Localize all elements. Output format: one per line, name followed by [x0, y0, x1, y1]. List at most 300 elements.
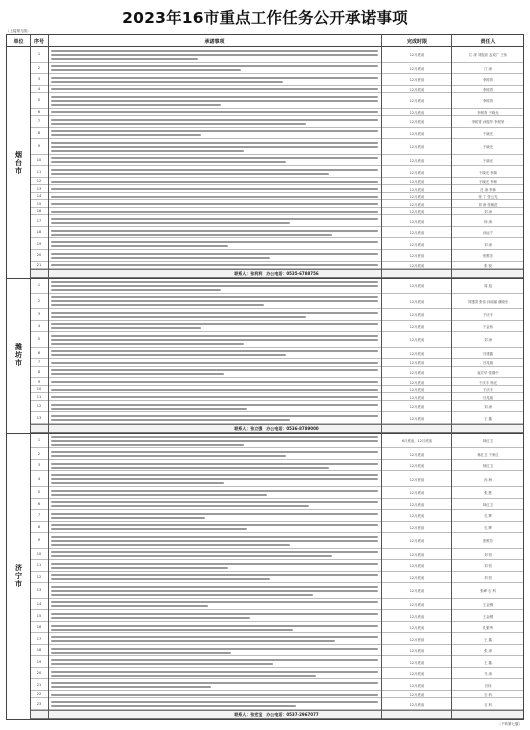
responsible-cell: 王 鑫	[484, 660, 492, 665]
table-row	[30, 93, 523, 109]
column-divider	[451, 35, 452, 719]
text-line	[51, 169, 378, 171]
text-line	[51, 490, 378, 492]
deadline-cell: 12月底前	[409, 263, 425, 268]
deadline-cell: 12月底前	[409, 637, 425, 642]
text-line	[51, 65, 378, 67]
table-row	[30, 250, 523, 262]
table-row	[30, 401, 523, 413]
text-line	[51, 253, 378, 255]
text-line	[51, 524, 378, 526]
header-unit: 单位	[13, 39, 24, 45]
text-line	[51, 312, 378, 314]
deadline-cell: 12月底前	[409, 158, 425, 163]
table-row	[30, 572, 523, 584]
commitment-text	[51, 522, 378, 530]
commitment-text	[51, 321, 378, 329]
row-number: 3	[37, 312, 41, 317]
table-row	[30, 74, 523, 86]
text-line	[51, 528, 247, 530]
responsible-cell: 李树青 于晓光	[477, 110, 499, 115]
text-line	[51, 296, 378, 298]
text-line	[51, 142, 378, 144]
commitment-text	[51, 669, 378, 677]
text-line	[51, 134, 201, 136]
table-row	[30, 332, 523, 348]
responsible-cell: 林红卫	[482, 439, 494, 444]
row-number: 19	[36, 241, 42, 246]
text-line	[51, 505, 309, 507]
row-number: 1	[37, 283, 41, 288]
text-line	[51, 455, 286, 457]
deadline-cell: 12月底前	[409, 242, 425, 247]
text-line	[51, 350, 378, 352]
deadline-cell: 12月底前	[409, 284, 425, 289]
table-row	[30, 348, 523, 360]
responsible-cell: 刘 涛	[484, 210, 492, 215]
responsible-cell: 张 胜	[484, 491, 492, 496]
text-line	[51, 701, 378, 703]
table-row	[30, 309, 523, 321]
row-number: 9	[37, 379, 41, 384]
text-line	[51, 613, 378, 615]
row-number: 15	[36, 201, 42, 206]
text-line	[51, 396, 378, 398]
table-row	[30, 200, 523, 208]
table-row	[30, 668, 523, 680]
text-line	[51, 54, 378, 56]
commitment-text	[51, 634, 378, 642]
commitment-text	[51, 394, 378, 398]
text-line	[51, 343, 244, 345]
deadline-cell: 12月底前	[409, 672, 425, 677]
row-number: 20	[36, 671, 42, 676]
text-line	[51, 234, 332, 236]
responsible-cell: 吕建鑫	[482, 351, 494, 356]
text-line	[51, 354, 286, 356]
text-line	[51, 451, 378, 453]
row-number: 4	[37, 476, 41, 481]
commitment-text	[51, 251, 378, 259]
commitment-text	[51, 109, 378, 113]
responsible-cell: 于晓光	[482, 131, 494, 136]
row-number: 20	[36, 253, 42, 258]
responsible-cell: 李树青	[482, 87, 494, 92]
row-number: 6	[37, 350, 41, 355]
row-number: 3	[37, 463, 41, 468]
deadline-cell: 12月底前	[409, 464, 425, 469]
table-row	[30, 433, 523, 449]
responsible-cell: 孔繁秀	[482, 626, 494, 631]
commitment-text	[51, 472, 378, 484]
deadline-cell: 12月底前	[409, 338, 425, 343]
text-line	[51, 629, 293, 631]
deadline-cell: 12月底前	[409, 187, 425, 192]
responsible-cell: 张 锐	[484, 263, 492, 268]
row-number: 7	[37, 360, 41, 365]
text-line	[51, 373, 224, 375]
deadline-cell: 12月底前	[409, 131, 425, 136]
commitment-text	[51, 367, 378, 375]
responsible-cell: 刘 涛	[484, 338, 492, 343]
responsible-cell: 李树青	[482, 78, 494, 83]
text-line	[51, 111, 378, 113]
text-line	[51, 544, 290, 546]
text-line	[51, 513, 378, 515]
text-line	[51, 369, 378, 371]
commitment-text	[51, 646, 378, 654]
commitment-text	[51, 488, 378, 496]
text-line	[51, 58, 198, 60]
text-line	[51, 625, 378, 627]
table-row	[30, 583, 523, 599]
text-line	[51, 601, 378, 603]
text-line	[51, 675, 316, 677]
text-line	[51, 196, 378, 198]
row-number: 21	[36, 262, 42, 267]
text-line	[51, 161, 286, 163]
deadline-cell: 12月底前	[409, 110, 425, 115]
responsible-cell: 吕兆朋	[482, 361, 494, 366]
text-line	[51, 594, 313, 596]
header-number: 序号	[33, 39, 44, 45]
table-row	[30, 128, 523, 140]
row-number: 5	[37, 98, 41, 103]
deadline-cell: 12月底前	[409, 693, 425, 698]
deadline-cell: 12月底前	[409, 231, 425, 236]
responsible-cell: 刘 恒	[484, 564, 492, 569]
responsible-cell: 李树青	[482, 99, 494, 104]
deadline-cell: 12月底前	[409, 254, 425, 259]
header-responsible: 责任人	[480, 39, 496, 45]
deadline-cell: 12月底前	[409, 78, 425, 83]
row-number: 14	[36, 194, 42, 199]
text-line	[51, 474, 378, 476]
text-line	[51, 100, 378, 102]
text-line	[51, 77, 378, 79]
commitment-text	[51, 511, 378, 519]
row-number: 4	[37, 323, 41, 328]
text-line	[51, 211, 378, 213]
text-line	[51, 436, 378, 438]
deadline-cell: 12月底前	[409, 602, 425, 607]
responsible-cell: 杨 涛	[484, 219, 492, 224]
text-line	[51, 281, 378, 283]
table-row	[30, 633, 523, 645]
page-title: 2023年16市重点工作任务公开承诺事项	[122, 9, 408, 27]
text-line	[51, 652, 231, 654]
row-number: 6	[37, 109, 41, 114]
deadline-cell: 12月底前	[409, 370, 425, 375]
table-row	[30, 47, 523, 63]
row-number: 16	[36, 625, 42, 630]
commitment-text	[51, 611, 378, 619]
row-number: 7	[37, 119, 41, 124]
row-number: 13	[36, 186, 42, 191]
deadline-cell: 12月底前	[409, 53, 425, 58]
responsible-cell: 王 鑫	[484, 637, 492, 642]
text-line	[51, 605, 208, 607]
text-line	[51, 563, 378, 565]
commitment-text	[51, 140, 378, 152]
table-header	[7, 35, 523, 47]
responsible-cell: 马 涛	[484, 672, 492, 677]
text-line	[51, 289, 221, 291]
responsible-cell: 王金钢	[482, 614, 494, 619]
row-number: 10	[36, 157, 42, 162]
text-line	[51, 555, 332, 557]
commitment-text	[51, 584, 378, 596]
column-divider	[381, 35, 382, 719]
text-line	[51, 444, 244, 446]
text-line	[51, 218, 378, 220]
commitment-text	[51, 117, 378, 125]
responsible-cell: 江 涛 刘振泉 孟成广 王伟	[468, 53, 508, 58]
commitment-text	[51, 75, 378, 83]
table-row	[30, 63, 523, 75]
deadline-cell: 12月底前	[409, 324, 425, 329]
deadline-cell: 12月底前	[409, 195, 425, 200]
text-line	[51, 335, 378, 337]
commitment-text	[51, 549, 378, 557]
responsible-cell: 孔 辉	[484, 525, 492, 530]
text-line	[51, 316, 306, 318]
table-row	[30, 460, 523, 472]
text-line	[51, 540, 378, 542]
text-line	[51, 203, 378, 205]
continued-next-note: （下转第七版）	[497, 722, 522, 726]
responsible-cell: 张 丁 张云光	[478, 195, 498, 200]
deadline-cell: 12月底前	[409, 170, 425, 175]
deadline-cell: 12月底前	[409, 514, 425, 519]
table-row	[30, 510, 523, 522]
text-line	[51, 694, 378, 696]
commitment-text	[51, 572, 378, 580]
city-label: 烟台市	[14, 150, 23, 175]
table-row	[30, 208, 523, 216]
text-line	[51, 501, 378, 503]
table-row	[30, 599, 523, 611]
deadline-cell: 12月底前	[409, 202, 425, 207]
text-line	[51, 50, 378, 52]
deadline-cell: 12月底前	[409, 210, 425, 215]
text-line	[51, 381, 378, 383]
row-number: 10	[36, 551, 42, 556]
row-number: 3	[37, 77, 41, 82]
commitment-text	[51, 155, 378, 163]
responsible-cell: 林红卫	[482, 502, 494, 507]
row-number: 2	[37, 451, 41, 456]
text-line	[51, 640, 335, 642]
commitment-text	[51, 63, 378, 71]
deadline-cell: 12月底前	[409, 649, 425, 654]
text-line	[51, 567, 228, 569]
contact-row: 联系人：张利利 办公电话：0535-6788756	[30, 269, 523, 278]
deadline-cell: 12月底前	[409, 388, 425, 393]
responsible-cell: 刘建国 张伟 孙丽丽 谢晓东	[467, 299, 509, 304]
row-number: 5	[37, 337, 41, 342]
responsible-cell: 刘 恒	[484, 552, 492, 557]
table-row	[30, 691, 523, 699]
commitment-text	[51, 128, 378, 136]
responsible-cell: 崔宏华 张继中	[477, 370, 499, 375]
row-number: 8	[37, 130, 41, 135]
deadline-cell: 12月底前	[409, 564, 425, 569]
commitment-text	[51, 216, 378, 224]
row-number: 16	[36, 209, 42, 214]
commitment-text	[51, 360, 378, 364]
city-label: 济宁市	[14, 563, 23, 588]
table-row	[30, 679, 523, 691]
continued-note: （上接第九版）	[6, 29, 31, 33]
deadline-cell: 12月底前	[409, 614, 425, 619]
commitment-text	[51, 561, 378, 569]
table-row	[30, 139, 523, 155]
responsible-cell: 刘 恒	[484, 575, 492, 580]
responsible-cell: 孙 海	[484, 477, 492, 482]
text-line	[51, 682, 378, 684]
commitment-text	[51, 692, 378, 696]
table-row	[30, 116, 523, 128]
table-row	[30, 193, 523, 201]
table-row	[30, 227, 523, 239]
responsible-cell: 张 涛	[484, 649, 492, 654]
responsible-cell: 张峰 石 科	[480, 589, 496, 594]
row-number: 2	[37, 65, 41, 70]
table-row	[30, 471, 523, 487]
row-number: 22	[36, 692, 42, 697]
deadline-cell: 12月底前	[409, 491, 425, 496]
responsible-cell: 王金钢	[482, 602, 494, 607]
text-line	[51, 463, 378, 465]
contact-row: 联系人：张立强 办公电话：0536-8789000	[30, 424, 523, 433]
text-line	[51, 478, 378, 480]
text-line	[51, 304, 264, 306]
commitment-text	[51, 333, 378, 345]
responsible-cell: 于庆丰	[482, 313, 494, 318]
commitment-text	[51, 680, 378, 688]
deadline-cell: 12月底前	[409, 452, 425, 457]
responsible-cell: 林红卫	[482, 464, 494, 469]
row-number: 11	[36, 169, 42, 174]
table-row	[30, 487, 523, 499]
text-line	[51, 300, 378, 302]
table-row	[30, 367, 523, 379]
commitment-text	[51, 194, 378, 198]
table-row	[30, 533, 523, 549]
city-label: 潍坊市	[14, 343, 23, 368]
table-row	[30, 166, 523, 178]
commitment-text	[51, 294, 378, 306]
row-number: 7	[37, 513, 41, 518]
text-line	[51, 517, 205, 519]
commitment-text	[51, 201, 378, 205]
text-line	[51, 494, 267, 496]
table-row	[30, 412, 523, 424]
table-row	[30, 386, 523, 394]
text-line	[51, 222, 290, 224]
deadline-cell: 12月底前	[409, 539, 425, 544]
text-line	[51, 119, 378, 121]
row-number: 1	[37, 52, 41, 57]
deadline-cell: 12月底前	[409, 87, 425, 92]
responsible-cell: 于晓光 李林	[478, 180, 498, 185]
responsible-cell: 李树青 孙振华 李树荣	[471, 120, 505, 125]
responsible-cell: 刘 涛	[484, 405, 492, 410]
header-commitment: 承诺事项	[204, 39, 225, 45]
table-row	[30, 155, 523, 167]
responsible-cell: 吕兆朋	[482, 395, 494, 400]
responsible-cell: 刘 涛 张敏范	[478, 202, 498, 207]
commitment-text	[51, 623, 378, 631]
column-divider	[30, 35, 31, 719]
table-row	[30, 656, 523, 668]
responsible-cell: 于庆丰	[482, 388, 494, 393]
deadline-cell: 12月底前	[409, 66, 425, 71]
row-number: 18	[36, 648, 42, 653]
commitment-text	[51, 449, 378, 457]
text-line	[51, 536, 378, 538]
deadline-cell: 12月底前	[409, 552, 425, 557]
commitment-text	[51, 228, 378, 236]
text-line	[51, 88, 378, 90]
text-line	[51, 574, 378, 576]
table-row	[30, 109, 523, 117]
row-number: 12	[36, 574, 42, 579]
text-line	[51, 173, 329, 175]
text-line	[51, 586, 378, 588]
row-number: 13	[36, 588, 42, 593]
text-line	[51, 578, 270, 580]
text-line	[51, 123, 306, 125]
commitment-text	[51, 86, 378, 90]
table-row	[30, 522, 523, 534]
responsible-cell: 张维芳	[482, 539, 494, 544]
commitment-text	[51, 48, 378, 60]
responsible-cell: 于晓光 李林	[478, 170, 498, 175]
row-number: 6	[37, 501, 41, 506]
row-number: 11	[36, 394, 42, 399]
commitment-text	[51, 209, 378, 213]
section-divider	[7, 719, 523, 720]
row-number: 21	[36, 682, 42, 687]
deadline-cell: 12月底前	[409, 660, 425, 665]
text-line	[51, 181, 378, 183]
text-line	[51, 590, 378, 592]
responsible-cell: 江 涛	[484, 66, 492, 71]
table-row	[30, 393, 523, 401]
table-row	[30, 560, 523, 572]
deadline-cell: 6月底前、12月底前	[401, 439, 433, 444]
table-row	[30, 294, 523, 310]
deadline-cell: 12月底前	[409, 683, 425, 688]
row-number: 18	[36, 230, 42, 235]
table-row	[30, 549, 523, 561]
commitment-text	[51, 279, 378, 291]
table-row	[30, 645, 523, 657]
contact-row: 联系人：张宏宝 办公电话：0537-2967077	[30, 710, 523, 719]
deadline-cell: 12月底前	[409, 361, 425, 366]
responsible-cell: 吕 涛 李林	[480, 187, 496, 192]
text-line	[51, 81, 283, 83]
row-number: 8	[37, 524, 41, 529]
row-number: 1	[37, 438, 41, 443]
deadline-cell: 12月底前	[409, 180, 425, 185]
table-row	[30, 215, 523, 227]
deadline-cell: 12月底前	[409, 702, 425, 707]
text-line	[51, 686, 211, 688]
commitment-text	[51, 599, 378, 607]
